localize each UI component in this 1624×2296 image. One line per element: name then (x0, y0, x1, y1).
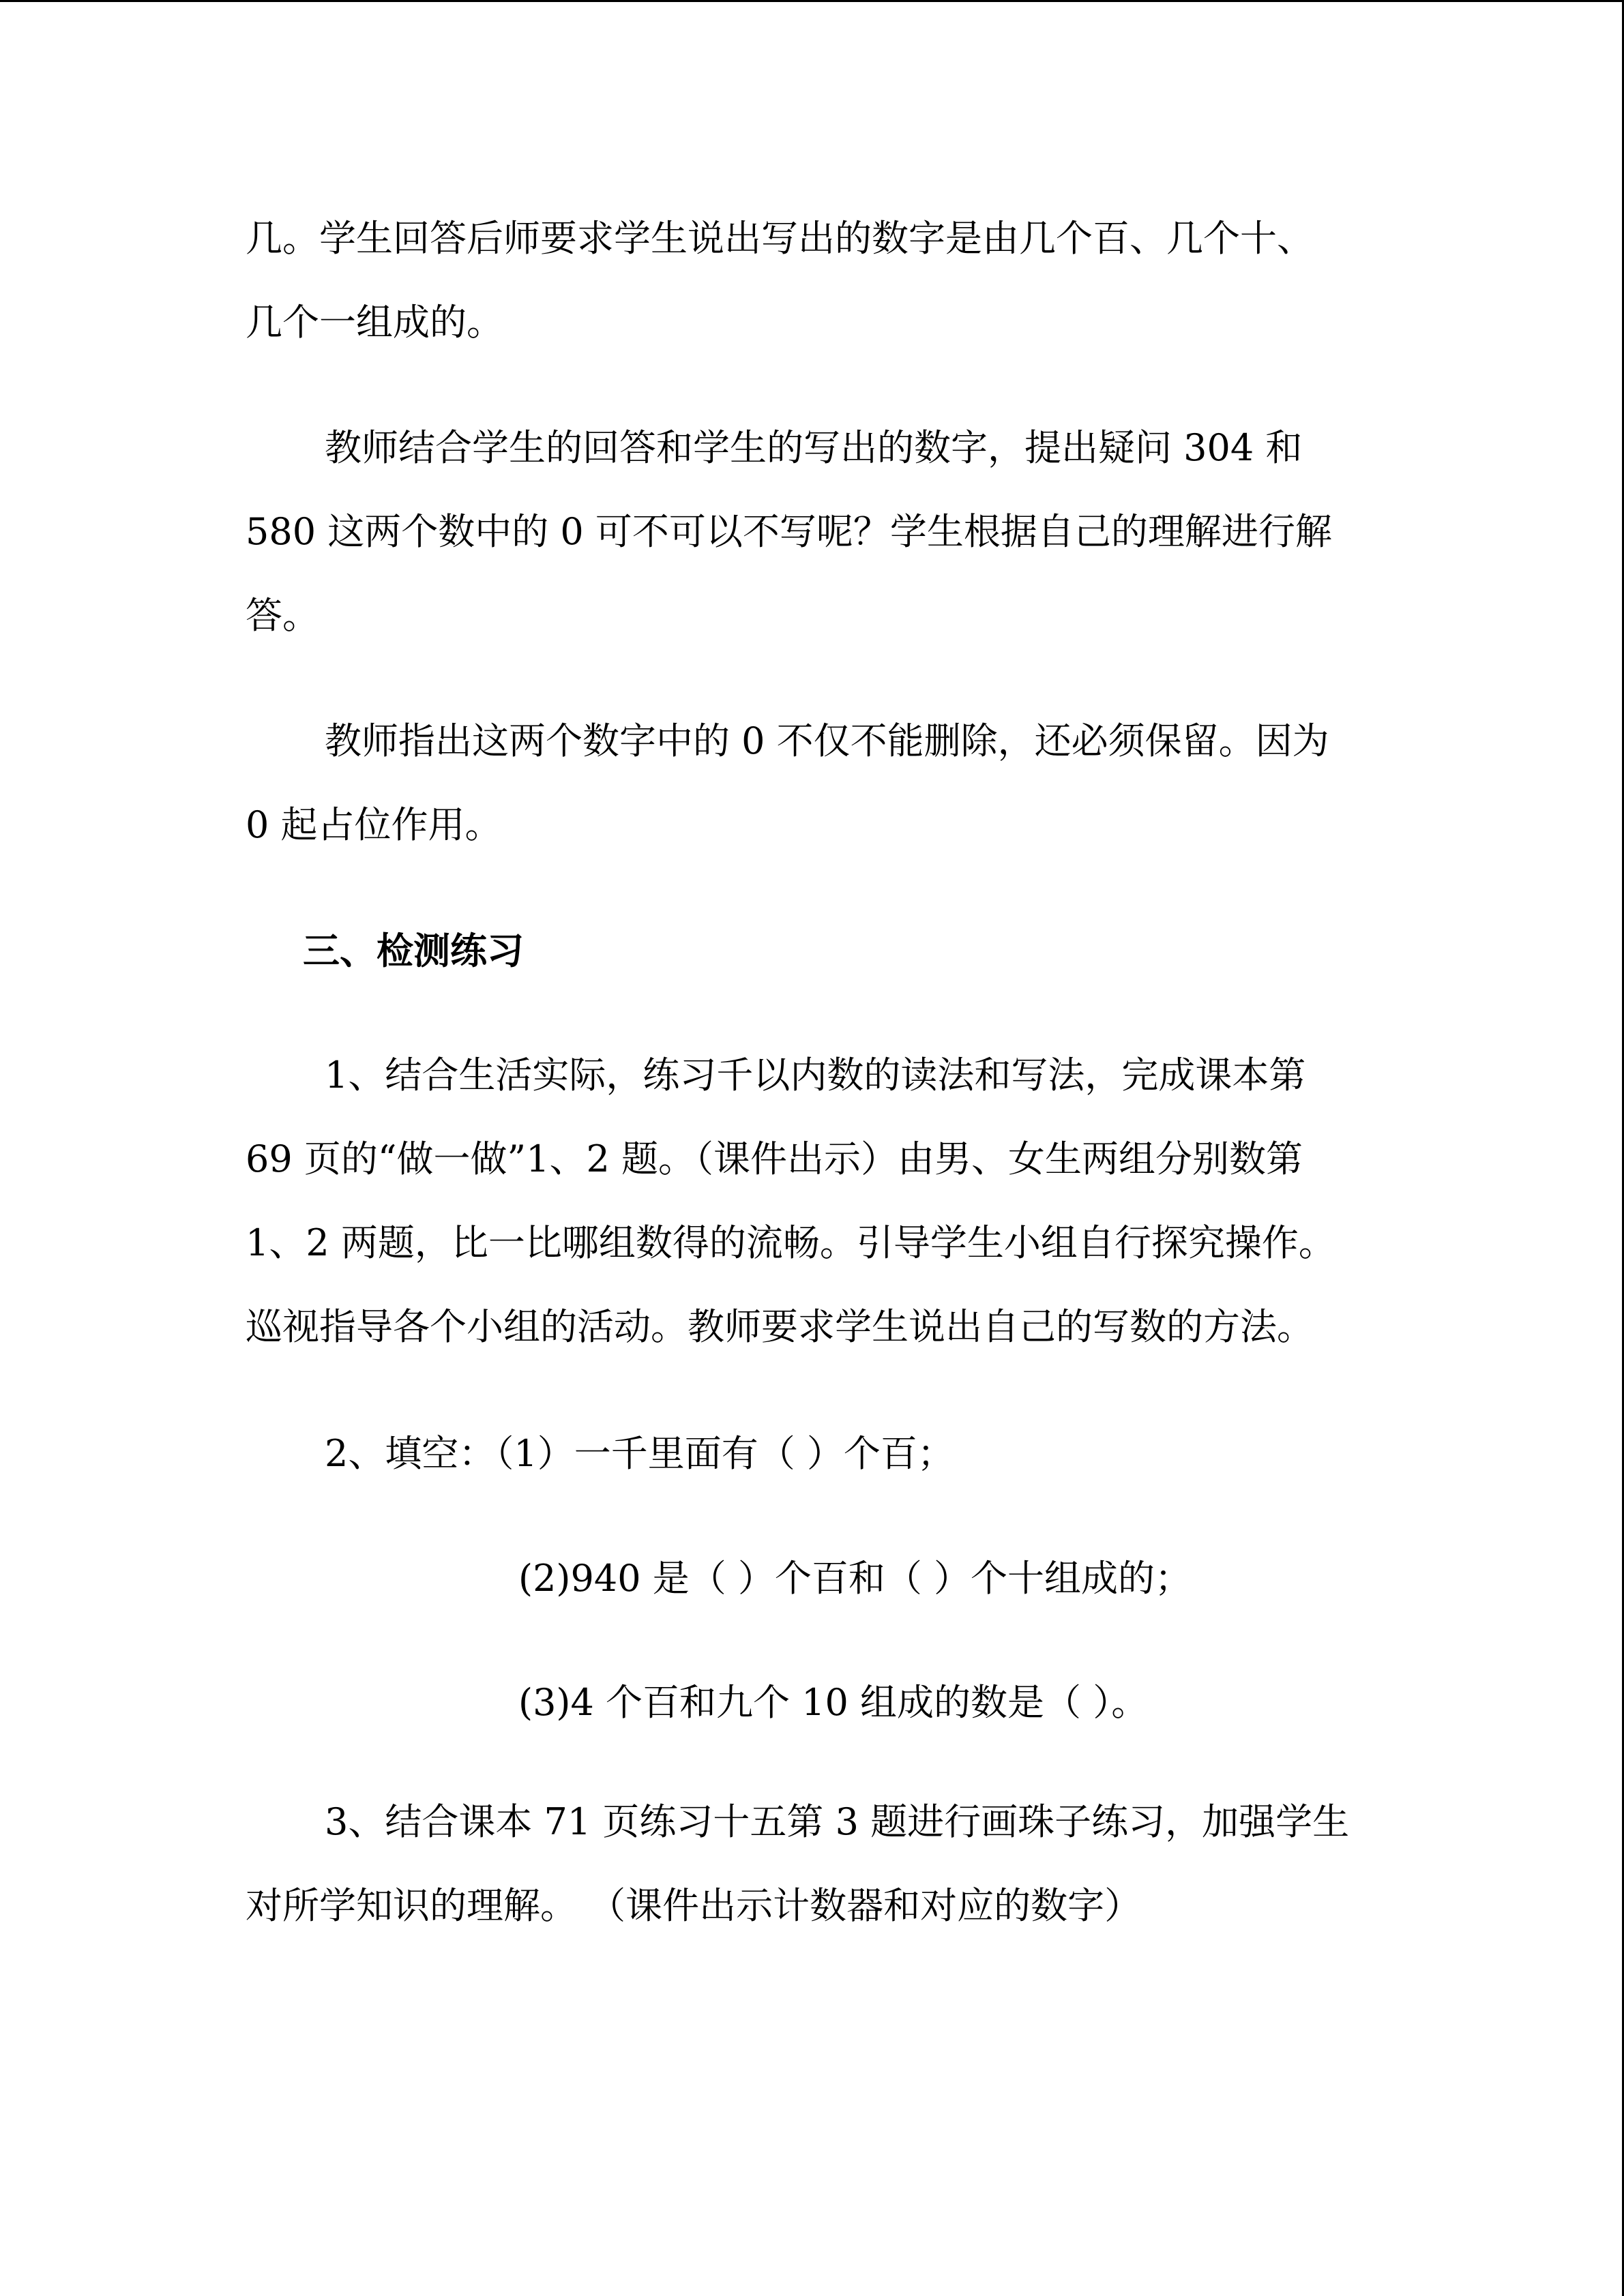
section-heading: 三、检测练习 (303, 929, 524, 972)
paragraph-line: 巡视指导各个小组的活动。教师要求学生说出自己的写数的方法。 (246, 1305, 1314, 1348)
paragraph-line: 3、结合课本 71 页练习十五第 3 题进行画珠子练习，加强学生 (325, 1800, 1350, 1843)
paragraph-line: 教师结合学生的回答和学生的写出的数字，提出疑问 304 和 (325, 426, 1303, 469)
exercise-line: 2、填空：（1）一千里面有（ ）个百； (325, 1432, 954, 1475)
paragraph-line: 几个一组成的。 (246, 301, 503, 344)
paragraph-line: 69 页的“做一做”1、2 题。（课件出示）由男、女生两组分别数第 (246, 1137, 1303, 1180)
paragraph-line: 教师指出这两个数字中的 0 不仅不能删除，还必须保留。因为 (325, 719, 1329, 762)
paragraph-line: 1、2 两题，比一比哪组数得的流畅。引导学生小组自行探究操作。 (246, 1221, 1335, 1264)
paragraph-line: 1、结合生活实际，练习千以内数的读法和写法，完成课本第 (325, 1054, 1306, 1097)
paragraph-line: 580 这两个数中的 0 可不可以不写呢？学生根据自己的理解进行解 (246, 510, 1332, 553)
paragraph-line: 答。 (246, 594, 319, 637)
paragraph-line: 几。学生回答后师要求学生说出写出的数字是由几个百、几个十、 (246, 217, 1314, 260)
exercise-line: (2)940 是（ ）个百和（ ）个十组成的； (518, 1557, 1192, 1600)
paragraph-line: 0 起占位作用。 (246, 803, 502, 846)
paragraph-line: 对所学知识的理解。 （课件出示计数器和对应的数字） (246, 1884, 1142, 1927)
exercise-line: (3)4 个百和九个 10 组成的数是（ ）。 (518, 1681, 1149, 1724)
